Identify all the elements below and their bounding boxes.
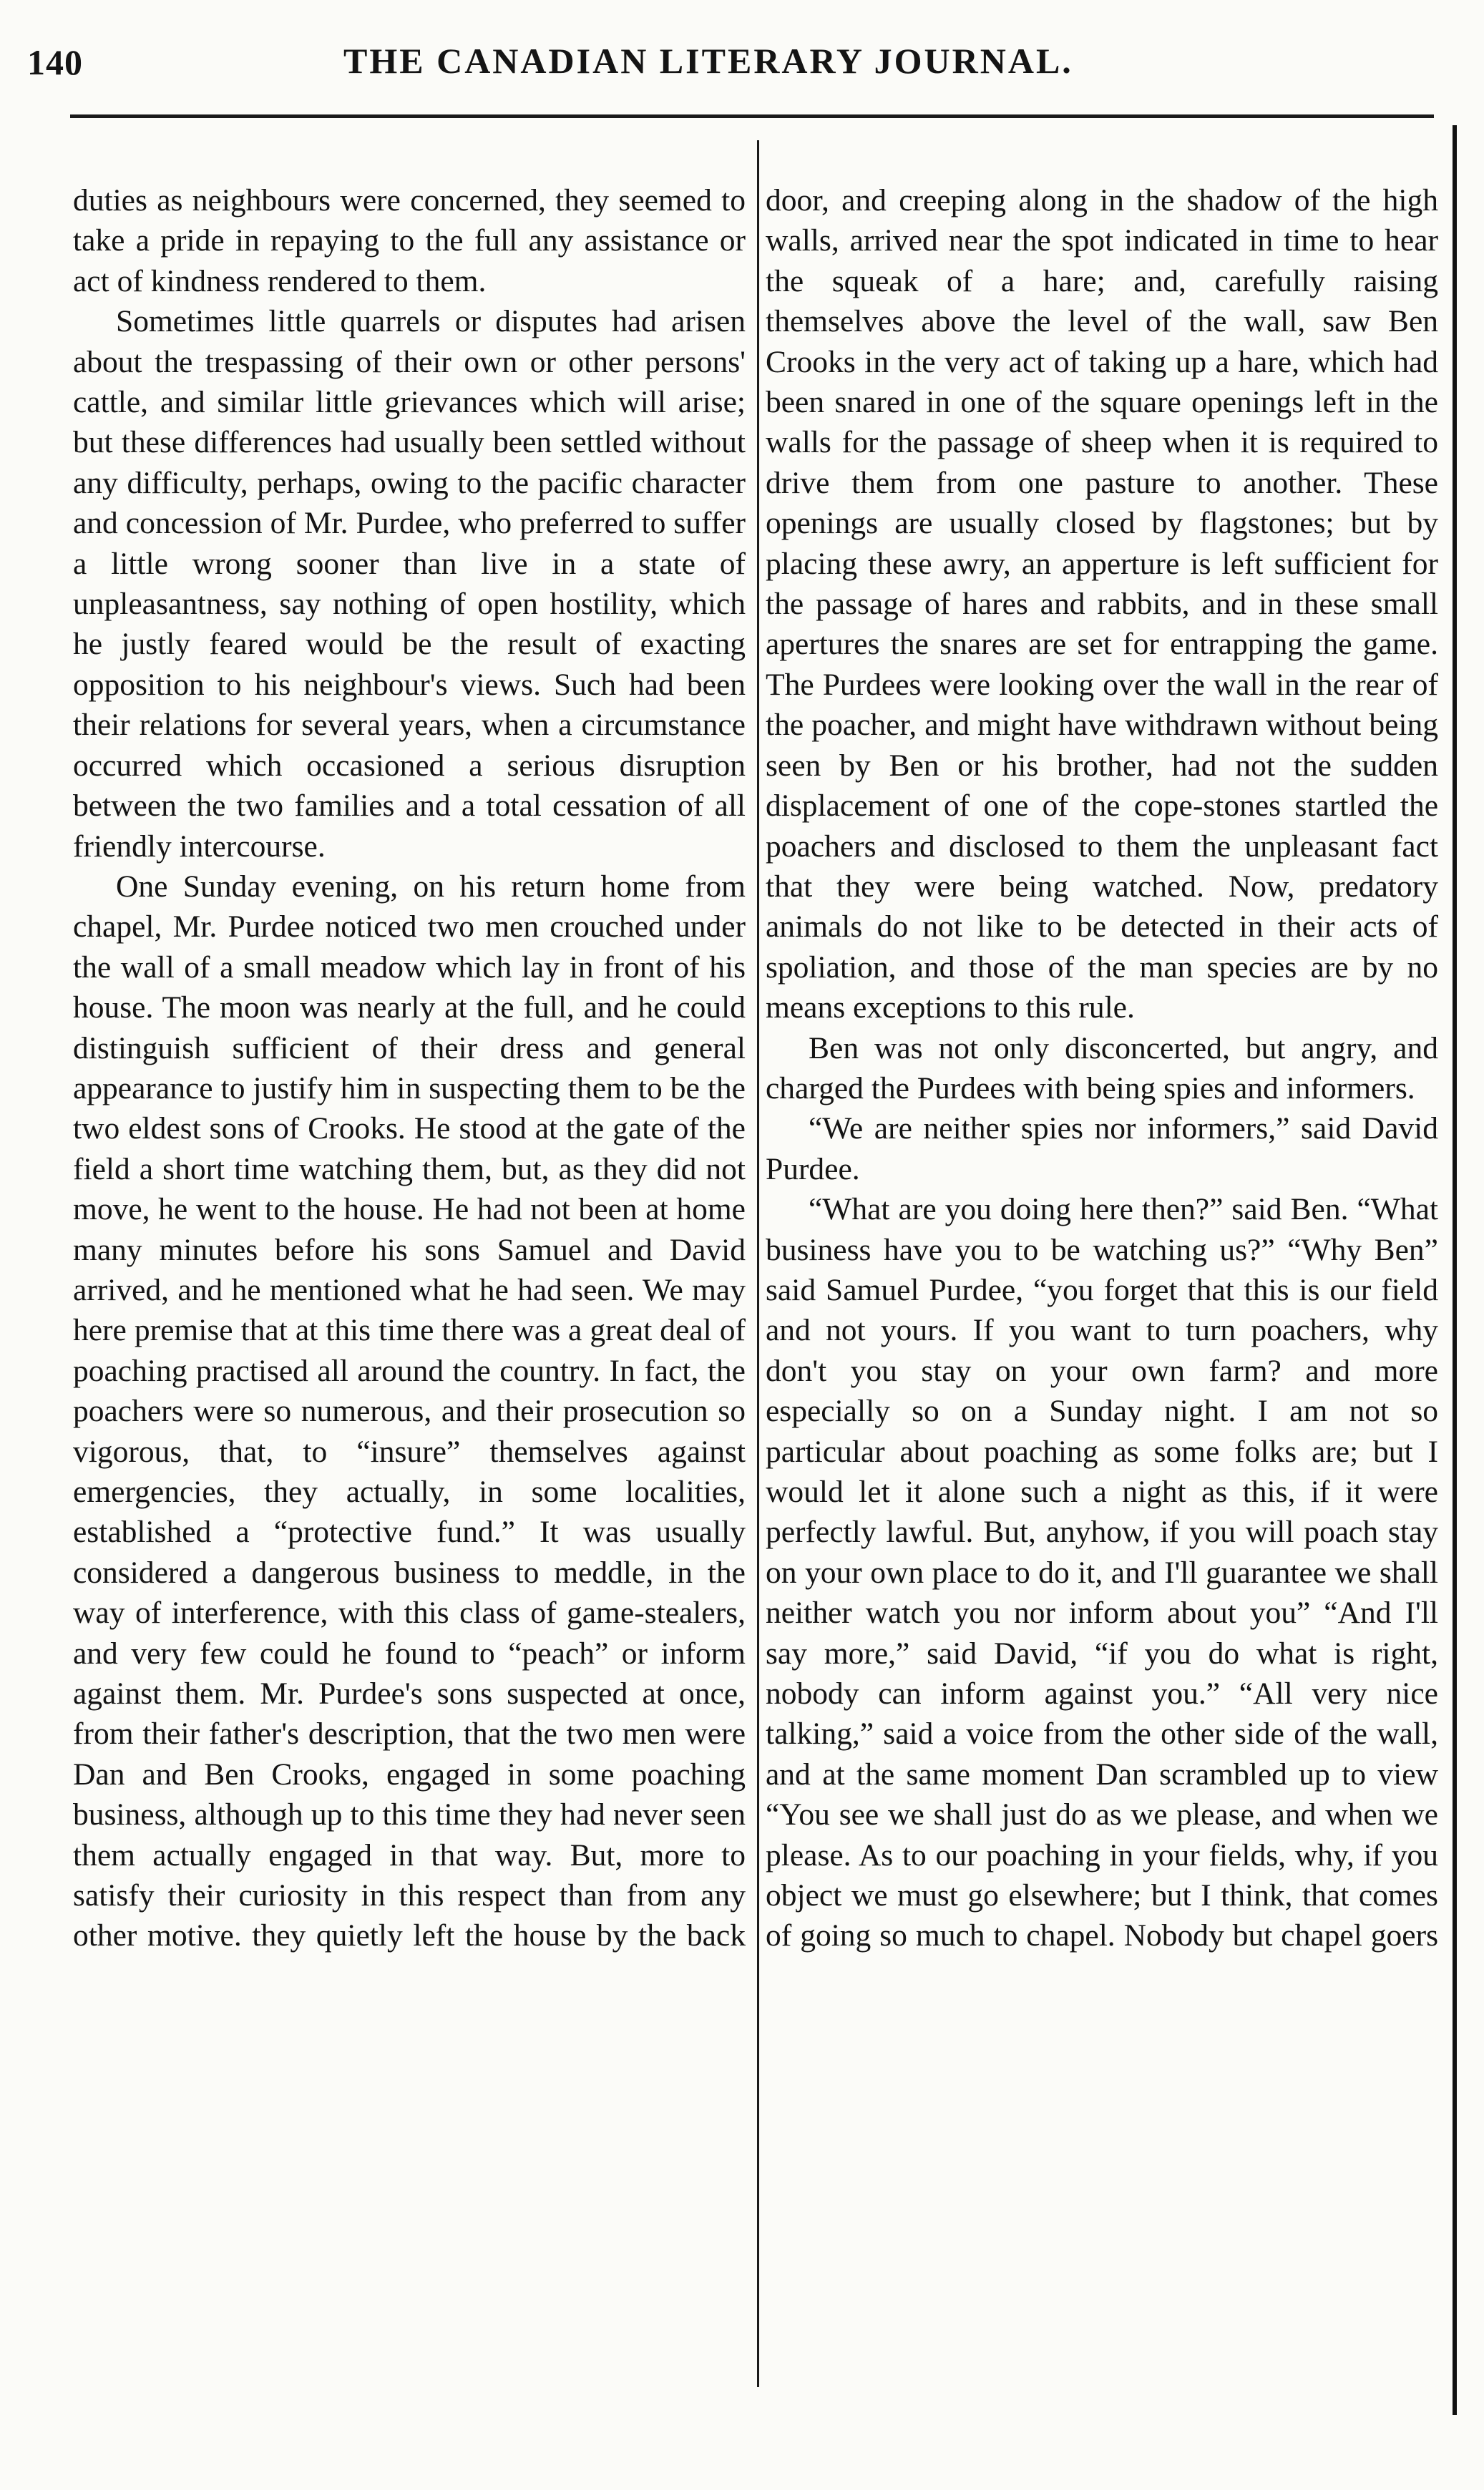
paragraph-continued: door, and creeping along in the shadow of the high walls, arrived near the spot indicated in time to hear the squeak of a hare; and, carefully raising themselves above the level of the wall, saw Ben Crooks in the very act of taking up a hare, which had been snared in one of the square openings left in the walls for the passage of sheep when it is required to drive them from one pasture to another. These openings are usually closed by flagstones; but by placing these awry, an apperture is left sufficient for the passage of hares and rabbits, and in these small apertures the snares are set for entrapping the game. The Purdees were looking over the wall in the rear of the poacher, and might have withdrawn without being seen by Ben or his brother, had not the sudden displacement of one of the cope-stones startled the poachers and disclosed to them the unpleasant fact that they were being watched. Now, predatory animals do not like to be detected in their acts of spoliation, and those of the man species are by no means exceptions to this rule. — [766, 183, 1438, 1025]
paragraph-continued: duties as neighbours were concerned, they seemed to take a pride in repaying to the full any assistance or act of kindness rendered to them. — [73, 183, 746, 298]
paragraph: Sometimes little quarrels or disputes had arisen about the trespassing of their own or other persons' cattle, and similar little grievances which will arise; but these differences had usually been settled without any difficulty, perhaps, owing to the pacific character and concession of Mr. Purdee, who preferred to suffer a little wrong sooner than live in a state of unpleasantness, say nothing of open hostility, which he justly feared would be the result of exacting opposition to his neighbour's views. Such had been their relations for several years, when a circumstance occurred which occasioned a serious disruption between the two families and a total cessation of all friendly intercourse. — [73, 304, 746, 864]
header-rule — [70, 114, 1434, 118]
page-edge-rule — [1453, 125, 1457, 2415]
running-head: THE CANADIAN LITERARY JOURNAL. — [343, 41, 1073, 81]
left-column — [73, 180, 746, 1956]
paragraph: Ben was not only disconcerted, but angry, and charged the Purdees with being spies and informers. — [766, 1030, 1438, 1105]
right-column — [766, 180, 1438, 1956]
paragraph: “What are you doing here then?” said Ben. “What business have you to be watching us?” “Why Ben” said Samuel Purdee, “you forget that this is our field and not yours. If you want to turn poachers, why don't you stay on your own farm? and more especially so on a Sunday night. I am not so particular about poaching as some folks are; but I would let it alone such a night as this, if it were perfectly lawful. But, anyhow, if you will poach stay on your own place to do it, and I'll guarantee we shall neither watch you nor inform about you” “And I'll say more,” said David, “if you do what is right, nobody can inform against you.” “All very nice talking,” said a voice from the other side of the wall, and at the same moment Dan scrambled up to view “You see we shall just do as we please, and when we please. As to our poaching in your fields, why, if you object we must go elsewhere; but I think, that comes of going so much to chapel. Nobody but chapel goers — [766, 1192, 1438, 1953]
column-divider — [757, 140, 759, 2387]
paragraph: “We are neither spies nor informers,” said David Purdee. — [766, 1111, 1438, 1186]
paragraph: One Sunday evening, on his return home from chapel, Mr. Purdee noticed two men crouched under the wall of a small meadow which lay in front of his house. The moon was nearly at the full, and he could distinguish sufficient of their dress and general appearance to justify him in suspecting them to be the two eldest sons of Crooks. He stood at the gate of the field a short time watching them, but, as they did not move, he went to the house. He had not been at home many minutes before his sons Samuel and David arrived, and he mentioned what he had seen. We may here premise that at this time there was a great deal of poaching practised all around the country. In fact, the poachers were so numerous, and their prosecution so vigorous, that, to “insure” themselves against emergencies, they actually, in some localities, established a “protective fund.” It was usually considered a dangerous business to meddle, in the way of interference, with this class of game-stealers, and very few could he found to “peach” or inform against them. Mr. Purdee's sons suspected at once, from their father's description, that the two men were Dan and Ben Crooks, engaged in some poaching business, although up to this time they had never seen them actually engaged in that way. But, more to satisfy their curiosity in this respect than from any other motive. they quietly left the house by the back — [73, 869, 746, 1953]
page-number: 140 — [27, 42, 83, 82]
